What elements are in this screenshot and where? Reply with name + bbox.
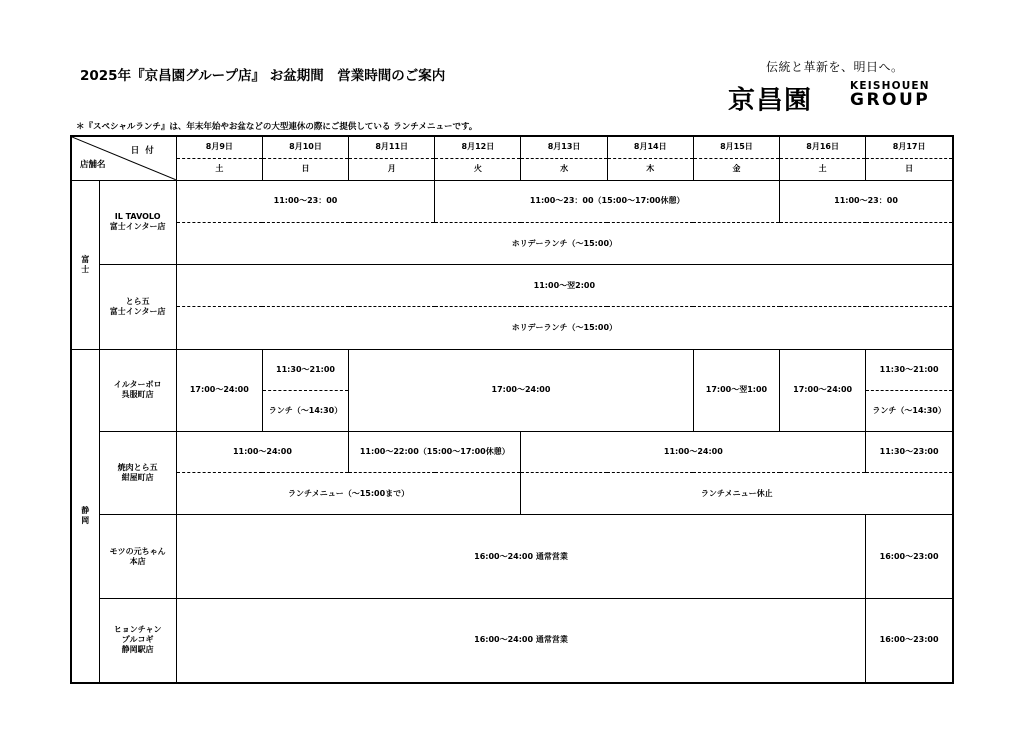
header-date: 8月15日 [693, 136, 779, 158]
hyon-hours-9-16: 16:00～24:00 通常営業 [176, 598, 866, 683]
special-lunch-note: ＊『スペシャルランチ』は、年末年始やお盆などの大型連休の際にご提供している ランチメニューです。 [76, 122, 478, 132]
header-date: 8月14日 [607, 136, 693, 158]
il-tavolo-lunch: ホリデーランチ（～15:00） [176, 222, 953, 264]
il-tarporo-d16: 17:00～24:00 [780, 349, 866, 431]
header-date: 8月12日 [435, 136, 521, 158]
il-tavolo-hours-12-15: 11:00～23：00（15:00～17:00休憩） [435, 180, 780, 222]
corner-store-label: 店舗名 [80, 160, 106, 171]
il-tarporo-d10-lunch: ランチ（～14:30） [262, 390, 348, 431]
il-tarporo-d17-hours: 11:30～21:00 [866, 349, 953, 390]
store-motsu: モツの元ちゃん 本店 [99, 515, 176, 598]
store-torago-fuji: とら五 富士インター店 [99, 265, 176, 349]
store-yakiniku-torago: 焼肉とら五 紺屋町店 [99, 432, 176, 515]
logo-en-line1: KEISHOUEN [850, 80, 930, 92]
region-fuji: 富 士 [71, 180, 99, 349]
il-tavolo-hours-16-17: 11:00～23：00 [780, 180, 953, 222]
header-date: 8月10日 [262, 136, 348, 158]
motsu-hours-17: 16:00～23:00 [866, 515, 953, 598]
store-il-tarporo: イルターボロ 呉服町店 [99, 349, 176, 431]
region-shizuoka: 静 岡 [71, 349, 99, 683]
yakiniku-hours-17: 11:30～23:00 [866, 432, 953, 473]
torago-fuji-hours: 11:00～翌2:00 [176, 265, 953, 307]
il-tarporo-d10-hours: 11:30～21:00 [262, 349, 348, 390]
store-hyon: ヒョンチャン プルコギ 静岡駅店 [99, 598, 176, 683]
header-date: 8月11日 [349, 136, 435, 158]
logo-mark: 京昌園 [728, 85, 812, 116]
page-title: 2025年『京昌園グループ店』 お盆期間 営業時間のご案内 [80, 68, 446, 84]
corner-date-label: 日付 [130, 146, 160, 156]
schedule-table [70, 135, 954, 684]
logo-en-line2: GROUP [850, 90, 931, 110]
il-tarporo-d9: 17:00～24:00 [176, 349, 262, 431]
header-dow: 土 [780, 158, 866, 180]
header-dow: 水 [521, 158, 607, 180]
header-date: 8月17日 [866, 136, 953, 158]
header-date: 8月16日 [780, 136, 866, 158]
torago-fuji-lunch: ホリデーランチ（～15:00） [176, 307, 953, 349]
hyon-hours-17: 16:00～23:00 [866, 598, 953, 683]
header-date: 8月13日 [521, 136, 607, 158]
header-dow: 月 [349, 158, 435, 180]
header-date: 8月9日 [176, 136, 262, 158]
yakiniku-lunch-9-12: ランチメニュー（～15:00まで） [176, 473, 521, 515]
motsu-hours-9-16: 16:00～24:00 通常営業 [176, 515, 866, 598]
logo-tagline: 伝統と革新を、明日へ。 [766, 60, 904, 74]
il-tarporo-d15: 17:00～翌1:00 [693, 349, 779, 431]
yakiniku-hours-13-16: 11:00～24:00 [521, 432, 866, 473]
header-dow: 日 [866, 158, 953, 180]
il-tarporo-d11-14: 17:00～24:00 [349, 349, 694, 431]
header-dow: 木 [607, 158, 693, 180]
header-dow: 土 [176, 158, 262, 180]
yakiniku-lunch-13-17: ランチメニュー休止 [521, 473, 953, 515]
header-corner [71, 136, 176, 180]
store-il-tavolo: IL TAVOLO 富士インター店 [99, 180, 176, 264]
il-tarporo-d17-lunch: ランチ（～14:30） [866, 390, 953, 431]
header-dow: 日 [262, 158, 348, 180]
corner-diagonal [72, 137, 176, 180]
header-dow: 金 [693, 158, 779, 180]
il-tavolo-hours-9-11: 11:00～23：00 [176, 180, 435, 222]
header-dow: 火 [435, 158, 521, 180]
yakiniku-hours-11-12: 11:00～22:00（15:00～17:00休憩） [349, 432, 521, 473]
yakiniku-hours-9-10: 11:00～24:00 [176, 432, 348, 473]
